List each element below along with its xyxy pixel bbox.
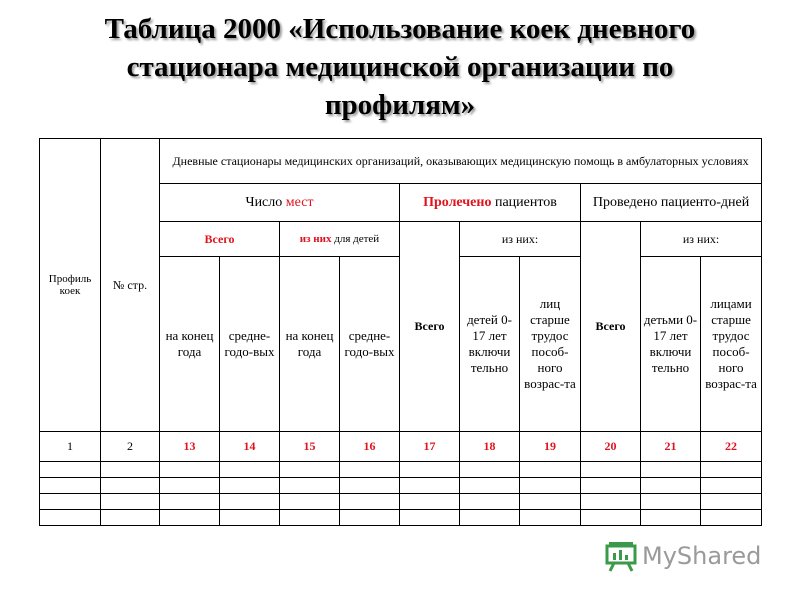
header-days-of-them: из них:: [641, 222, 762, 257]
header-children-accent: из них: [299, 233, 332, 245]
empty-rows: [40, 462, 762, 526]
column-number: 21: [641, 432, 701, 462]
table-cell: [40, 478, 101, 494]
header-treated-of-them: из них:: [460, 222, 581, 257]
table-row: [40, 494, 762, 510]
title-line-3: профилям»: [324, 89, 476, 121]
table-row: [40, 462, 762, 478]
header-profile: Профиль коек: [40, 139, 101, 432]
table-cell: [340, 510, 400, 526]
header-places-total: Всего: [160, 222, 280, 257]
table-cell: [460, 462, 520, 478]
table-cell: [520, 478, 581, 494]
table-cell: [280, 494, 340, 510]
table-cell: [340, 462, 400, 478]
column-number: 20: [581, 432, 641, 462]
column-number: 16: [340, 432, 400, 462]
table-cell: [280, 510, 340, 526]
bed-usage-table: [39, 138, 762, 526]
table-row: [40, 478, 762, 494]
presentation-board-icon: [604, 540, 638, 572]
table-cell: [220, 510, 280, 526]
table-cell: [641, 494, 701, 510]
table-cell: [101, 478, 160, 494]
table-cell: [581, 478, 641, 494]
table-cell: [641, 478, 701, 494]
table-cell: [581, 510, 641, 526]
header-patient-days: Проведено пациенто-дней: [581, 184, 762, 222]
title-line-1: Таблица 2000 «Использование коек дневного: [104, 13, 696, 45]
watermark-text: MyShared: [642, 542, 762, 570]
page-title: [0, 10, 800, 124]
header-treated: [400, 184, 581, 222]
table-cell: [701, 478, 762, 494]
table-cell: [701, 494, 762, 510]
header-day-hospitals: Дневные стационары медицинских организаций, оказывающих медицинскую помощь в амбулаторных условиях: [160, 139, 762, 184]
table-cell: [460, 478, 520, 494]
table-cell: [160, 510, 220, 526]
table-cell: [641, 462, 701, 478]
table-cell: [460, 494, 520, 510]
table-cell: [701, 510, 762, 526]
header-children-suffix: для детей: [331, 233, 380, 245]
table-cell: [400, 462, 460, 478]
table-cell: [101, 462, 160, 478]
table-row: [40, 510, 762, 526]
column-number: 18: [460, 432, 520, 462]
table-cell: [400, 494, 460, 510]
header-line-number: № стр.: [101, 139, 160, 432]
column-number: 22: [701, 432, 762, 462]
column-numbers-row: [40, 432, 762, 462]
table-cell: [40, 462, 101, 478]
table-cell: [400, 478, 460, 494]
table-cell: [160, 494, 220, 510]
table-cell: [520, 494, 581, 510]
column-number: 17: [400, 432, 460, 462]
column-number: 2: [101, 432, 160, 462]
header-children-average: средне-годо-вых: [340, 257, 400, 432]
table-cell: [581, 494, 641, 510]
table-cell: [581, 462, 641, 478]
table-cell: [160, 462, 220, 478]
table-cell: [220, 494, 280, 510]
table-cell: [280, 462, 340, 478]
header-places-children: [280, 222, 400, 257]
table-cell: [220, 478, 280, 494]
table-cell: [101, 510, 160, 526]
title-line-2: стационара медицинской организации по: [126, 51, 674, 83]
table-cell: [460, 510, 520, 526]
table-cell: [340, 494, 400, 510]
header-places-accent: мест: [285, 195, 314, 210]
table-cell: [520, 510, 581, 526]
header-days-children: детьми 0-17 лет включи тельно: [641, 257, 701, 432]
table-cell: [701, 462, 762, 478]
column-number: 1: [40, 432, 101, 462]
column-number: 15: [280, 432, 340, 462]
table-cell: [520, 462, 581, 478]
table-cell: [101, 494, 160, 510]
header-children-end-of-year: на конец года: [280, 257, 340, 432]
header-total-average: средне-годо-вых: [220, 257, 280, 432]
header-treated-over-working-age: лиц старше трудос пособ-ного возрас-та: [520, 257, 581, 432]
header-places: [160, 184, 400, 222]
column-number: 19: [520, 432, 581, 462]
header-days-total: Всего: [581, 222, 641, 432]
header-places-prefix: Число: [245, 195, 286, 210]
table-cell: [220, 462, 280, 478]
header-treated-suffix: пациентов: [491, 195, 557, 210]
header-total-end-of-year: на конец года: [160, 257, 220, 432]
table-cell: [400, 510, 460, 526]
column-number: 13: [160, 432, 220, 462]
column-number: 14: [220, 432, 280, 462]
watermark-logo: [604, 540, 774, 572]
table-cell: [40, 510, 101, 526]
table-cell: [40, 494, 101, 510]
header-treated-children: детей 0-17 лет включи тельно: [460, 257, 520, 432]
header-treated-accent: Пролечено: [423, 195, 492, 210]
table-cell: [280, 478, 340, 494]
table-cell: [160, 478, 220, 494]
header-days-over-working-age: лицами старше трудос пособ-ного возрас-та: [701, 257, 762, 432]
table-cell: [340, 478, 400, 494]
header-treated-total: Всего: [400, 222, 460, 432]
table-cell: [641, 510, 701, 526]
